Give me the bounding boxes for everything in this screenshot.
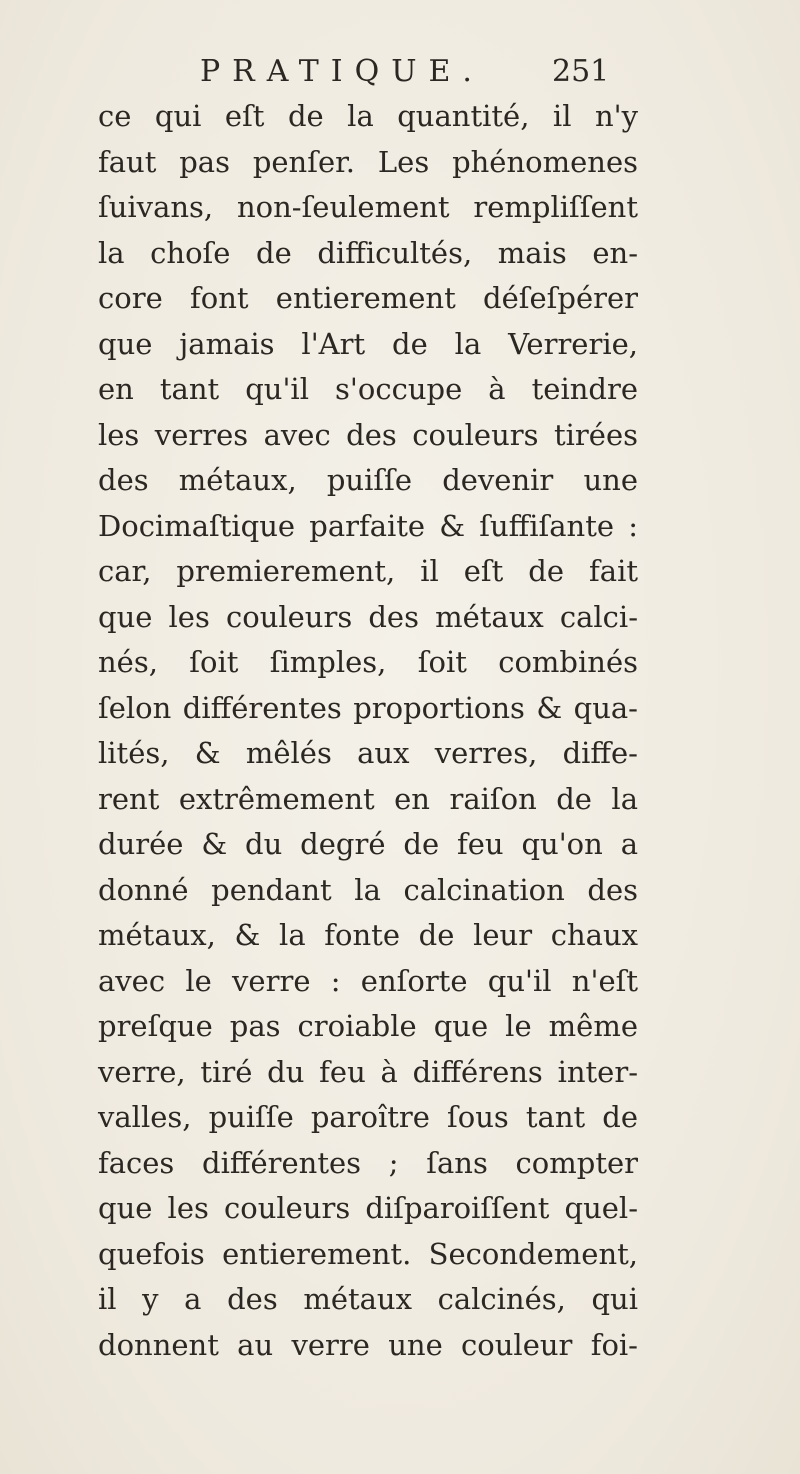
text-line: durée & du degré de feu qu'on a [98,827,638,861]
text-line: métaux, & la fonte de leur chaux [98,918,638,952]
text-line: ce qui eſt de la quantité, il n'y [98,99,638,133]
text-line: car, premierement, il eſt de fait [98,554,638,588]
text-line: donné pendant la calcination des [98,872,638,907]
text-line: core font entierement déſeſpérer [98,281,638,315]
text-line: faut pas penſer. Les phénomenes [98,144,638,179]
text-line: donnent au verre une couleur foi- [98,1327,638,1362]
running-title: PRATIQUE. [200,54,484,89]
page-number: 251 [552,54,610,89]
text-line: valles, puiſſe paroître ſous tant de [98,1100,638,1134]
text-line: ſelon différentes proportions & qua- [98,690,638,725]
text-line: quefois entierement. Secondement, [98,1236,638,1271]
text-line: avec le verre : enſorte qu'il n'eſt [98,963,638,998]
text-line: faces différentes ; ſans compter [98,1145,638,1180]
running-head [0,52,800,92]
text-line: lités, & mêlés aux verres, diffe- [98,736,638,770]
text-line: que les couleurs diſparoiſſent quel- [98,1191,638,1225]
text-line: la choſe de difficultés, mais en- [98,235,638,270]
body-text [98,94,638,1368]
text-line: verre, tiré du feu à différens inter- [98,1054,638,1089]
text-line: rent extrêmement en raiſon de la [98,781,638,816]
text-line: que les couleurs des métaux calci- [98,599,638,634]
text-line: il y a des métaux calcinés, qui [98,1282,638,1316]
text-line: que jamais l'Art de la Verrerie, [98,326,638,361]
text-line: les verres avec des couleurs tirées [98,417,638,452]
text-line: Docimaſtique parfaite & ſuffiſante : [98,508,638,543]
text-line: preſque pas croiable que le même [98,1009,638,1043]
text-line: nés, ſoit ſimples, ſoit combinés [98,645,638,679]
text-line: des métaux, puiſſe devenir une [98,463,638,497]
text-line: en tant qu'il s'occupe à teindre [98,372,638,406]
text-line: ſuivans, non-ſeulement rempliſſent [98,190,638,224]
